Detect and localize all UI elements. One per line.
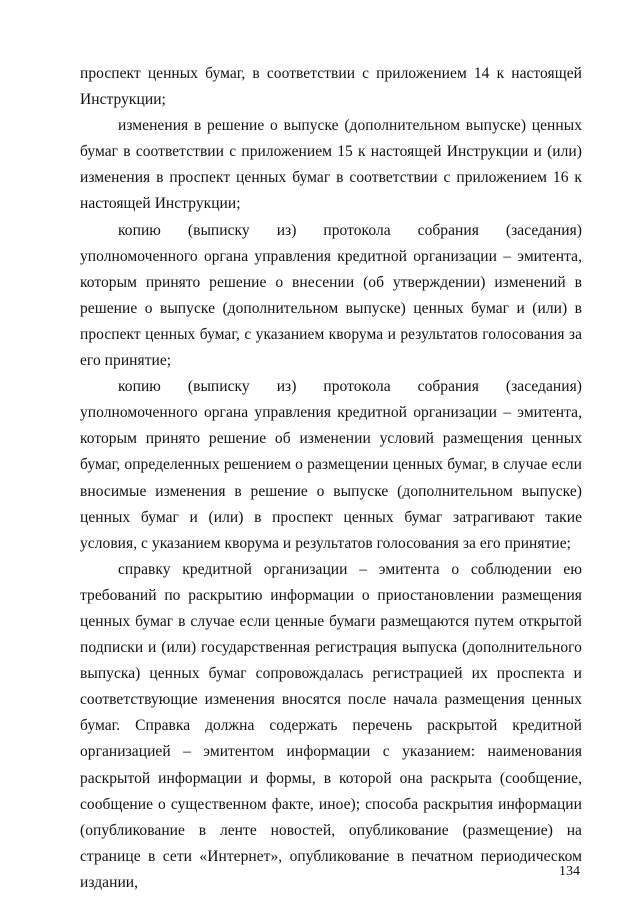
page-number: 134 bbox=[559, 864, 580, 879]
paragraph-amendments: изменения в решение о выпуске (дополнительном выпуске) ценных бумаг в соответствии с приложением 15 к настоящей Инструкции и (или) изменения в проспект ценных бумаг в соответствии с приложением 16 к настоящей Инструкции; bbox=[80, 117, 582, 213]
document-body bbox=[80, 61, 582, 896]
paragraph-prospectus: проспект ценных бумаг, в соответствии с приложением 14 к настоящей Инструкции; bbox=[80, 65, 582, 109]
paragraph-meeting-minutes-amendments: копию (выписку из) протокола собрания (заседания) уполномоченного органа управления кредитной организации – эмитента, которым принято решение о внесении (об утверждении) изменений в решение о выпуске (дополнительном выпуске) ценных бумаг и (или) в проспект ценных бумаг, с указанием кворума и результатов голосования за его принятие; bbox=[80, 221, 582, 370]
paragraph-meeting-minutes-placement-terms: копию (выписку из) протокола собрания (заседания) уполномоченного органа управления кредитной организации – эмитента, которым принято решение об изменении условий размещения ценных бумаг, определенных решением о размещении ценных бумаг, в случае если вносимые изменения в решение о выпуске (дополнительном выпуске) ценных бумаг и (или) в проспект ценных бумаг затрагивают такие условия, с указанием кворума и результатов голосования за его принятие; bbox=[80, 378, 582, 552]
paragraph-disclosure-certificate: справку кредитной организации – эмитента о соблюдении ею требований по раскрытию информации о приостановлении размещения ценных бумаг в случае если ценные бумаги размещаются путем открытой подписки и (или) государственная регистрация выпуска (дополнительного выпуска) ценных бумаг сопровождалась регистрацией их проспекта и соответствующие изменения вносятся после начала размещения ценных бумаг. Справка должна содержать перечень раскрытой кредитной организацией – эмитентом информации с указанием: наименования раскрытой информации и формы, в которой она раскрыта (сообщение, сообщение о существенном факте, иное); способа раскрытия информации (опубликование в ленте новостей, опубликование (размещение) на странице в сети «Интернет», опубликование в печатном периодическом издании, bbox=[80, 560, 582, 891]
